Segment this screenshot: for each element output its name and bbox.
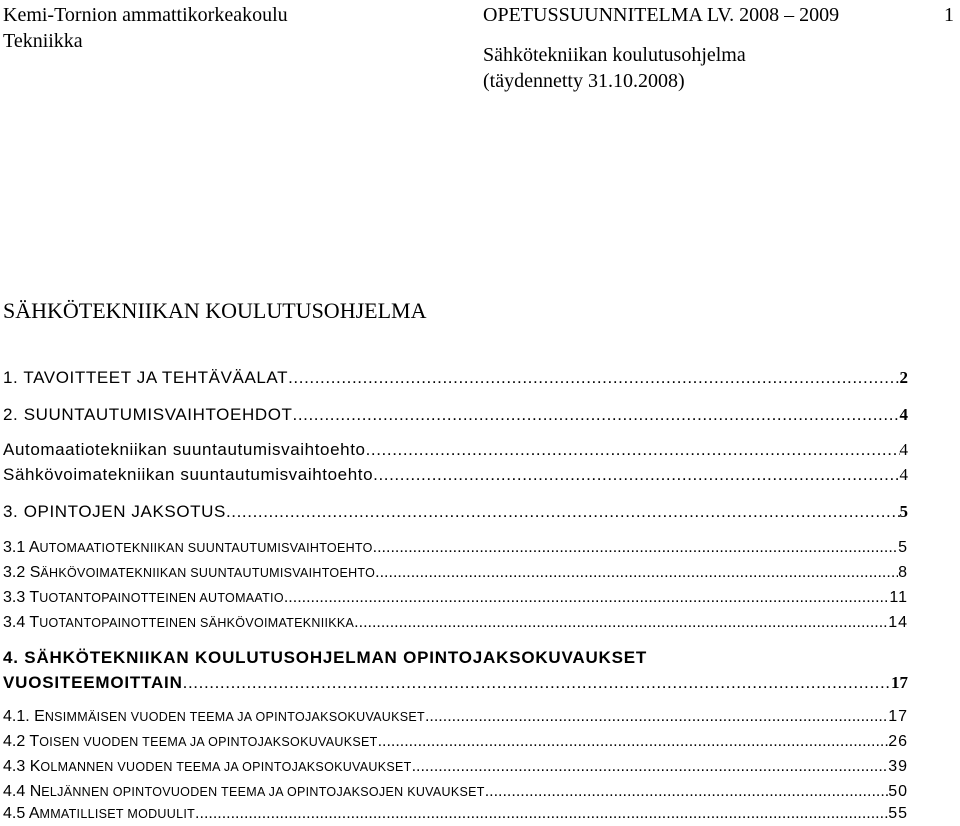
toc-entry-page: 17	[891, 673, 908, 692]
plan-title: OPETUSSUUNNITELMA LV. 2008 – 2009	[483, 4, 840, 26]
toc-leader	[183, 673, 891, 693]
toc-leader	[293, 405, 900, 425]
toc-leader	[375, 564, 898, 582]
toc-entry[interactable]	[3, 564, 908, 582]
toc-entry-initial: T	[29, 589, 40, 606]
toc-entry-text: NSIMMÄISEN VUODEN TEEMA JA OPINTOJAKSOKUVAUKSET	[44, 710, 425, 724]
toc-entry-page: 50	[888, 783, 908, 800]
toc-entry-number: 3.2	[3, 564, 30, 581]
toc-leader	[284, 589, 890, 607]
toc-entry[interactable]	[3, 440, 908, 460]
institution-name: Kemi-Tornion ammattikorkeakoulu	[3, 4, 288, 26]
toc-entry-initial: A	[28, 805, 40, 822]
toc-entry[interactable]	[3, 708, 908, 726]
toc-entry-initial: T	[29, 614, 40, 631]
toc-entry-label: 1. TAVOITTEET JA TEHTÄVÄALAT	[3, 368, 289, 387]
toc-entry-label	[3, 733, 378, 751]
toc-entry[interactable]	[3, 758, 908, 776]
toc-entry-page: 2	[899, 368, 908, 387]
toc-leader	[412, 758, 889, 776]
toc-entry-label: VUOSITEEMOITTAIN	[3, 673, 183, 692]
toc-entry-text: UTOMAATIOTEKNIIKAN SUUNTAUTUMISVAIHTOEHTO	[39, 541, 373, 555]
toc-entry-number: 4.4	[3, 783, 30, 800]
toc-entry-page: 55	[888, 805, 908, 822]
toc-leader	[425, 708, 888, 726]
toc-entry[interactable]	[3, 368, 908, 388]
toc-entry[interactable]	[3, 405, 908, 425]
toc-entry-label	[3, 783, 485, 801]
toc-entry[interactable]	[3, 539, 908, 557]
toc-entry[interactable]	[3, 465, 908, 485]
toc-entry-page: 4	[899, 465, 908, 484]
toc-entry-initial: N	[29, 783, 42, 800]
toc-leader	[485, 783, 889, 801]
toc-entry-text: UOTANTOPAINOTTEINEN AUTOMAATIO	[39, 591, 284, 605]
programme-name: Sähkötekniikan koulutusohjelma	[483, 44, 746, 66]
toc-leader	[195, 805, 888, 823]
toc-entry[interactable]	[3, 614, 908, 632]
toc-entry-label	[3, 708, 425, 726]
toc-entry-label: 2. SUUNTAUTUMISVAIHTOEHDOT	[3, 405, 293, 424]
toc-entry-label: Sähkövoimatekniikan suuntautumisvaihtoehto	[3, 465, 374, 484]
toc-entry[interactable]	[3, 502, 908, 522]
toc-entry-number: 4.1.	[3, 708, 35, 725]
toc-entry[interactable]	[3, 589, 908, 607]
toc-entry-number: 3.1	[3, 539, 29, 556]
toc-entry[interactable]	[3, 805, 908, 823]
document-title: SÄHKÖTEKNIIKAN KOULUTUSOHJELMA	[3, 298, 427, 323]
toc-entry-text: UOTANTOPAINOTTEINEN SÄHKÖVOIMATEKNIIKKA	[39, 616, 355, 630]
toc-entry-initial: S	[29, 564, 41, 581]
toc-leader	[373, 539, 898, 557]
toc-entry-label	[3, 539, 373, 557]
toc-entry-initial: K	[29, 758, 41, 775]
toc-entry-number: 4.2	[3, 733, 30, 750]
toc-entry-number: 3.4	[3, 614, 30, 631]
toc-entry-page: 14	[888, 614, 908, 631]
toc-entry-page: 5	[899, 502, 908, 521]
toc-leader	[354, 614, 888, 632]
toc-entry-number: 4.3	[3, 758, 30, 775]
toc-entry-page: 4	[899, 405, 908, 424]
toc-entry-page: 4	[899, 440, 908, 459]
toc-entry-label	[3, 614, 354, 632]
toc-entry-label: Automaatiotekniikan suuntautumisvaihtoehto	[3, 440, 366, 459]
toc-entry-page: 39	[888, 758, 908, 775]
toc-entry-label	[3, 564, 375, 582]
toc-entry-page: 26	[888, 733, 908, 750]
toc-entry-label	[3, 805, 195, 823]
toc-entry-text: MMATILLISET MODUULIT	[39, 807, 196, 821]
toc-leader	[288, 368, 899, 388]
toc-entry-label	[3, 589, 284, 607]
toc-entry-text: OLMANNEN VUODEN TEEMA JA OPINTOJAKSOKUVAUKSET	[40, 760, 412, 774]
toc-entry-initial: E	[34, 708, 45, 725]
toc-entry-initial: T	[29, 733, 40, 750]
toc-entry-page: 11	[889, 589, 908, 606]
toc-entry[interactable]	[3, 783, 908, 801]
toc-entry-label: 3. OPINTOJEN JAKSOTUS	[3, 502, 226, 521]
toc-leader	[366, 440, 900, 460]
toc-entry-text: ÄHKÖVOIMATEKNIIKAN SUUNTAUTUMISVAIHTOEHTO	[40, 566, 376, 580]
toc-entry-page: 17	[888, 708, 908, 725]
toc-entry-page: 8	[898, 564, 908, 581]
toc-entry-number: 4.5	[3, 805, 29, 822]
toc-leader	[226, 502, 900, 522]
toc-leader	[378, 733, 889, 751]
toc-entry-page: 5	[898, 539, 908, 556]
toc-entry-number: 3.3	[3, 589, 30, 606]
department-name: Tekniikka	[3, 30, 83, 52]
toc-entry-initial: A	[28, 539, 40, 556]
toc-leader	[373, 465, 899, 485]
toc-entry[interactable]	[3, 673, 908, 693]
toc-heading-line: 4. SÄHKÖTEKNIIKAN KOULUTUSOHJELMAN OPINTOJAKSOKUVAUKSET	[3, 648, 648, 667]
page-number: 1	[944, 4, 954, 26]
toc-entry-text: OISEN VUODEN TEEMA JA OPINTOJAKSOKUVAUKSET	[39, 735, 378, 749]
toc-entry-text: ELJÄNNEN OPINTOVUODEN TEEMA JA OPINTOJAKSOJEN KUVAUKSET	[41, 785, 485, 799]
toc-entry-label	[3, 758, 412, 776]
updated-note: (täydennetty 31.10.2008)	[483, 70, 685, 92]
table-of-contents	[3, 0, 908, 826]
toc-entry[interactable]	[3, 733, 908, 751]
